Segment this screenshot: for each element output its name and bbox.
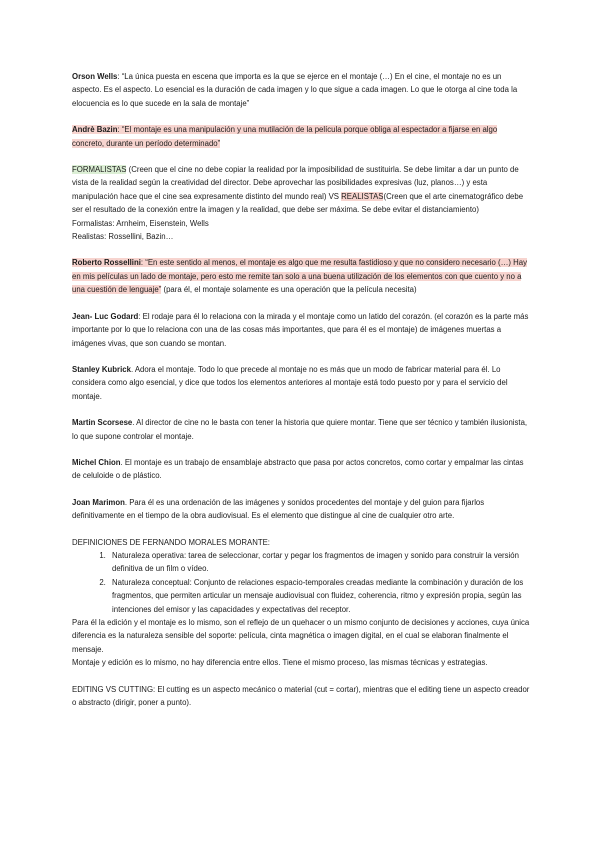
paragraph-chion: [72, 456, 530, 483]
paragraph-bazin: [72, 123, 530, 150]
paragraph-text: (Creen que el arte cinematográfico debe ser el resultado de la conexión entre la imagen y la realidad, que debe ser máxima. Se debe evitar el distanciamiento): [72, 191, 524, 215]
paragraph-godard: [72, 310, 530, 350]
author-name: Andrè Bazin: [72, 125, 118, 135]
paragraph-text: : El rodaje para él lo relaciona con la mirada y el montaje como un latido del corazón. (el corazón es la parte más importante por lo que lo relaciona con una de las cosas más importantes, que para él es el montaje) de imágenes muertas a imágenes vivas, que son cuando se montan.: [72, 311, 529, 348]
paragraph-kubrick: [72, 363, 530, 403]
paragraph-text: : “La única puesta en escena que importa es la que se ejerce en el montaje (…) En el cine, el montaje no es un aspecto. Es el aspecto. Lo esencial es la duración de cada imagen y lo que sigue a cada imagen. Lo que le otorga al cine toda la elocuencia es lo que sucede en la sala de montaje”: [72, 72, 518, 108]
paragraph-text: (para él, el montaje solamente es una operación que la película necesita): [161, 285, 417, 295]
author-name: Jean- Luc Godard: [72, 311, 139, 321]
definiciones-paragraph: Montaje y edición es lo mismo, no hay diferencia entre ellos. Tiene el mismo proceso, las mismas técnicas y estrategias.: [72, 658, 488, 668]
definiciones-heading: DEFINICIONES DE FERNANDO MORALES MORANTE:: [72, 537, 270, 547]
paragraph-text: : “El montaje es una manipulación y una mutilación de la película porque obliga al espectador a fijarse en algo concreto, durante un período determinado”: [72, 125, 498, 148]
paragraph-rossellini: [72, 256, 530, 296]
paragraph-welles: [72, 70, 530, 110]
realistas-list-line: Realistas: Rossellini, Bazin…: [72, 232, 174, 242]
list-item: 2. Naturaleza conceptual: Conjunto de relaciones espacio-temporales creadas mediante la combinación y duración de los fragmentos, que permiten articular un mensaje audiovisual con fluidez, coherencia, ritmo y expresión propia, según las intenciones del emisor y las capacidades y expectativas del receptor.: [108, 576, 530, 616]
realistas-label: REALISTAS: [341, 191, 384, 201]
formalistas-list-line: Formalistas: Arnheim, Eisenstein, Wells: [72, 218, 209, 228]
paragraph-marimon: [72, 496, 530, 523]
author-name: Roberto Rossellini: [72, 258, 141, 268]
paragraph-text: (Creen que el cine no debe copiar la realidad por la imposibilidad de sustituirla. Se debe limitar a dar un punto de vista de la realidad según la creatividad del director. Debe aprovechar las posibilidades expresivas (luz, planos…) y esta manipulación hace que el cine sea expresamente distinto del mundo real) VS: [72, 165, 519, 201]
paragraph-text: . Adora el montaje. Todo lo que precede al montaje no es más que un modo de fabricar material para él. Lo considera como algo esencial, y dice que todos los elementos anteriores al montaje está todo puesto por y para el servicio del montaje.: [72, 364, 508, 401]
paragraph-text: . Para él es una ordenación de las imágenes y sonidos procedentes del montaje y del guion para fijarlos definitivamente en el tiempo de la obra audiovisual. Es el elemento que distingue al cine de cualquier otro arte.: [72, 497, 485, 521]
paragraph-text: . Al director de cine no le basta con tener la historia que quiere montar. Tiene que ser técnico y también ilusionista, lo que supone controlar el montaje.: [72, 418, 528, 441]
author-name: Joan Marimon: [72, 497, 125, 507]
author-name: Martin Scorsese: [72, 418, 133, 428]
paragraph-editing: EDITING VS CUTTING: El cutting es un aspecto mecánico o material (cut = cortar), mientras que el editing tiene un aspecto creador o abstracto (dirigir, poner a punto).: [72, 684, 530, 708]
definiciones-list: [72, 549, 530, 616]
paragraph-text: . El montaje es un trabajo de ensamblaje abstracto que pasa por actos concretos, como cortar y empalmar las cintas de celuloide o de plástico.: [72, 457, 524, 481]
author-name: Michel Chion: [72, 457, 121, 467]
definiciones-paragraph: Para él la edición y el montaje es lo mismo, son el reflejo de un quehacer o un mismo conjunto de decisiones y acciones, cuya única diferencia es la naturaleza sensible del soporte: película, cinta magnética o imagen digital, en el cual se elaboran finalmente el mensaje.: [72, 618, 530, 654]
paragraph-scorsese: [72, 416, 530, 443]
formalistas-label: FORMALISTAS: [72, 165, 127, 175]
author-name: Orson Wells: [72, 72, 118, 81]
author-name: Stanley Kubrick: [72, 364, 131, 374]
list-item: 1. Naturaleza operativa: tarea de seleccionar, cortar y pegar los fragmentos de imagen y sonido para construir la versión definitiva de un film o vídeo.: [108, 549, 530, 576]
paragraph-formalistas: [72, 163, 530, 217]
paragraph-text: : “En este sentido al menos, el montaje es algo que me resulta fastidioso y que no considero necesario (…) Hay en mis películas un lado de montaje, pero esto me remite tan solo a una buena utilización de los elementos con que cuento y no a una cuestión de lenguaje”: [72, 258, 528, 295]
